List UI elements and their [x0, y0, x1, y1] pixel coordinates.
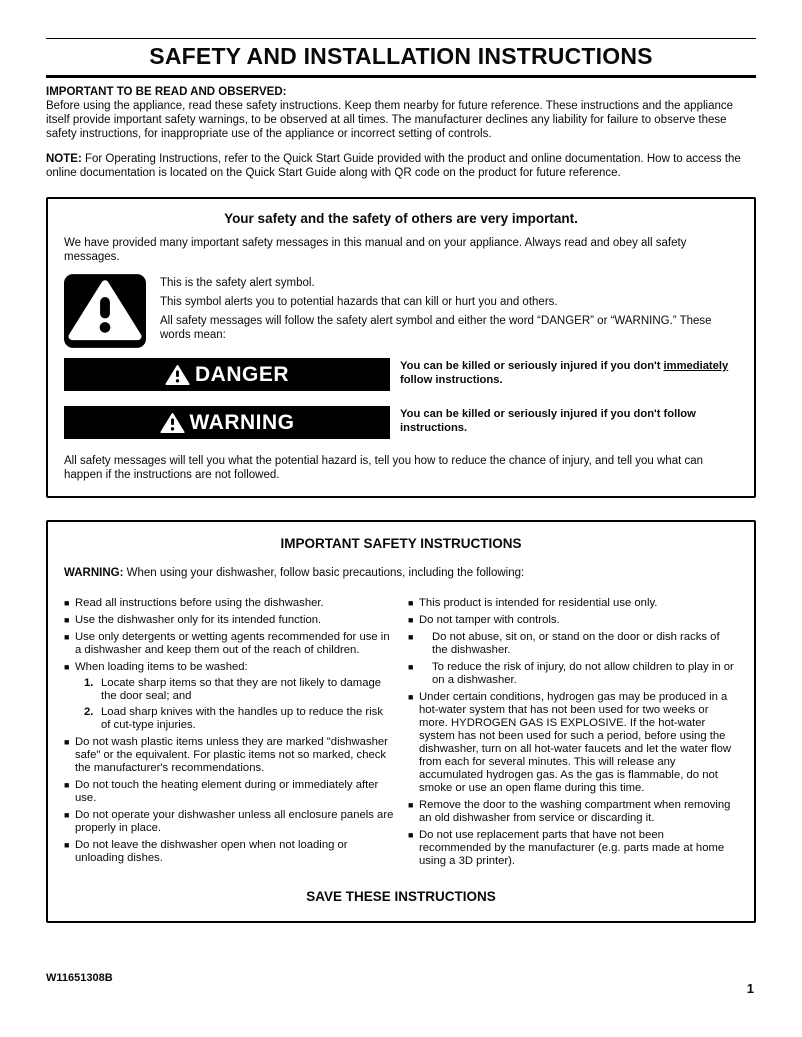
safety-instruction-item — [64, 614, 394, 627]
danger-desc-pre: You can be killed or seriously injured if you don't — [400, 360, 664, 372]
warning-triangle-icon — [160, 412, 185, 434]
instructions-columns — [62, 597, 740, 872]
square-bullet-icon: ■ — [64, 840, 70, 850]
safety-instruction-item — [408, 661, 738, 687]
warning-text-inline: When using your dishwasher, follow basic precautions, including the following: — [123, 567, 525, 579]
square-bullet-icon: ■ — [408, 598, 414, 608]
title-rule — [46, 75, 756, 78]
safety-instruction-item — [408, 631, 738, 657]
warning-row — [64, 406, 738, 439]
warning-triangle-icon — [165, 364, 190, 386]
instruction-text: Under certain conditions, hydrogen gas may be produced in a hot-water system that has not been used for two weeks or more. HYDROGEN GAS IS EXPLOSIVE. If the hot-water system has not been used for such a period, before using the dishwasher, turn on all hot-water faucets and let the water flow from each for several minutes. This will release any accumulated hydrogen gas. As the gas is flammable, do not smoke or use an open flame during this time. — [419, 691, 732, 794]
important-heading: IMPORTANT TO BE READ AND OBSERVED: — [46, 86, 287, 98]
square-bullet-icon: ■ — [408, 800, 414, 810]
instruction-text: Do not operate your dishwasher unless all enclosure panels are properly in place. — [75, 809, 394, 834]
top-rule — [46, 38, 756, 39]
instruction-text: Do not abuse, sit on, or stand on the door or dish racks of the dishwasher. — [432, 631, 720, 656]
danger-desc-underlined: immediately — [663, 360, 729, 372]
doc-number: W11651308B — [46, 972, 113, 984]
alert-line-2: This symbol alerts you to potential hazards that can kill or hurt you and others. — [160, 296, 558, 308]
intro-paragraph: Before using the appliance, read these safety instructions. Keep them nearby for future reference. These instructions and the appliance itself provide important safety warnings, to be observed at all times. The manufacturer declines any liability for failure to observe these safety instructions, for inappropriate use of the appliance or incorrect setting of controls. — [46, 100, 734, 140]
instruction-text: When loading items to be washed: 1. Locate sharp items so that they are not likely to damage the door seal; and 2. Load sharp knives with the handles up to reduce the risk of cut-type injuries. — [75, 661, 394, 732]
instruction-text: Do not tamper with controls. — [419, 614, 560, 626]
note-paragraph — [46, 152, 756, 180]
safety-instruction-item — [408, 614, 738, 627]
square-bullet-icon: ■ — [64, 598, 70, 608]
safety-box-title: Your safety and the safety of others are very important. — [224, 211, 578, 226]
square-bullet-icon: ■ — [408, 662, 414, 672]
instruction-text: This product is intended for residential use only. — [419, 597, 658, 609]
safety-instruction-item — [408, 829, 738, 868]
warning-description: You can be killed or seriously injured if you don't follow instructions. — [400, 408, 696, 434]
warning-label-inline: WARNING: — [64, 567, 124, 579]
square-bullet-icon: ■ — [64, 615, 70, 625]
danger-label: DANGER — [194, 362, 289, 386]
instruction-text: To reduce the risk of injury, do not allow children to play in or on a dishwasher. — [432, 661, 734, 686]
safety-instruction-item — [64, 779, 394, 805]
instruction-text: Do not touch the heating element during or immediately after use. — [75, 779, 379, 804]
instruction-text: Do not use replacement parts that have not been recommended by the manufacturer (e.g. parts made at home using a 3D printer). — [419, 829, 725, 867]
safety-box-footer: All safety messages will tell you what the potential hazard is, tell you how to reduce the chance of injury, and tell you what can happen if the instructions are not followed. — [64, 455, 704, 481]
safety-box-intro: We have provided many important safety messages in this manual and on your appliance. Always read and obey all safety messages. — [64, 237, 687, 263]
numbered-subitem — [84, 677, 394, 703]
instruction-text: Do not leave the dishwasher open when not loading or unloading dishes. — [75, 839, 348, 864]
safety-alert-symbol-icon — [64, 274, 146, 348]
instructions-box-title: IMPORTANT SAFETY INSTRUCTIONS — [280, 536, 522, 551]
warning-precautions-line — [64, 566, 740, 580]
instruction-text: Remove the door to the washing compartment when removing an old dishwasher from service or discarding it. — [419, 799, 731, 824]
safety-instruction-item — [408, 691, 738, 795]
square-bullet-icon: ■ — [408, 830, 414, 840]
safety-instruction-item — [64, 839, 394, 865]
page-number: 1 — [746, 981, 754, 996]
subitem-number: 1. — [84, 677, 94, 689]
square-bullet-icon: ■ — [64, 780, 70, 790]
instructions-right-column — [408, 597, 738, 872]
subitem-text: Load sharp knives with the handles up to reduce the risk of cut-type injuries. — [101, 706, 383, 731]
note-text: For Operating Instructions, refer to the Quick Start Guide provided with the product and online documentation. How to access the online documentation is located on the Quick Start Guide along with QR code on the product for future reference. — [46, 153, 741, 179]
subitem-text: Locate sharp items so that they are not likely to damage the door seal; and — [101, 677, 382, 702]
safety-importance-box — [46, 197, 756, 498]
safety-instruction-item — [64, 597, 394, 610]
square-bullet-icon: ■ — [64, 662, 70, 672]
danger-desc-post: follow instructions. — [400, 374, 503, 386]
instruction-text: Use the dishwasher only for its intended function. — [75, 614, 322, 626]
square-bullet-icon: ■ — [64, 737, 70, 747]
important-safety-instructions-box — [46, 520, 756, 923]
square-bullet-icon: ■ — [408, 615, 414, 625]
save-these-instructions: SAVE THESE INSTRUCTIONS — [306, 889, 496, 904]
safety-instruction-item — [408, 799, 738, 825]
instruction-text: Use only detergents or wetting agents recommended for use in a dishwasher and keep them out of the reach of children. — [75, 631, 390, 656]
square-bullet-icon: ■ — [408, 692, 414, 702]
alert-line-1: This is the safety alert symbol. — [160, 277, 315, 289]
safety-alert-row — [64, 274, 738, 348]
square-bullet-icon: ■ — [64, 632, 70, 642]
safety-instruction-item — [64, 809, 394, 835]
danger-row — [64, 358, 738, 391]
page-title: SAFETY AND INSTALLATION INSTRUCTIONS — [149, 43, 653, 69]
warning-banner — [64, 406, 390, 439]
safety-instruction-item — [408, 597, 738, 610]
safety-instruction-item — [64, 736, 394, 775]
alert-line-3: All safety messages will follow the safety alert symbol and either the word “DANGER” or “WARNING.” These words mean: — [160, 315, 712, 341]
subitem-number: 2. — [84, 706, 94, 718]
safety-instruction-item — [64, 631, 394, 657]
danger-description — [400, 358, 738, 387]
safety-alert-texts — [160, 274, 712, 347]
warning-label: WARNING — [189, 410, 295, 434]
safety-instruction-item — [64, 661, 394, 732]
instruction-text: Read all instructions before using the dishwasher. — [75, 597, 324, 609]
numbered-subitem — [84, 706, 394, 732]
square-bullet-icon: ■ — [408, 632, 414, 642]
note-label: NOTE: — [46, 153, 82, 165]
danger-banner — [64, 358, 390, 391]
instructions-left-column — [64, 597, 394, 872]
square-bullet-icon: ■ — [64, 810, 70, 820]
instruction-text: Do not wash plastic items unless they are marked "dishwasher safe" or the equivalent. For plastic items not so marked, check the manufacturer's recommendations. — [75, 736, 388, 774]
